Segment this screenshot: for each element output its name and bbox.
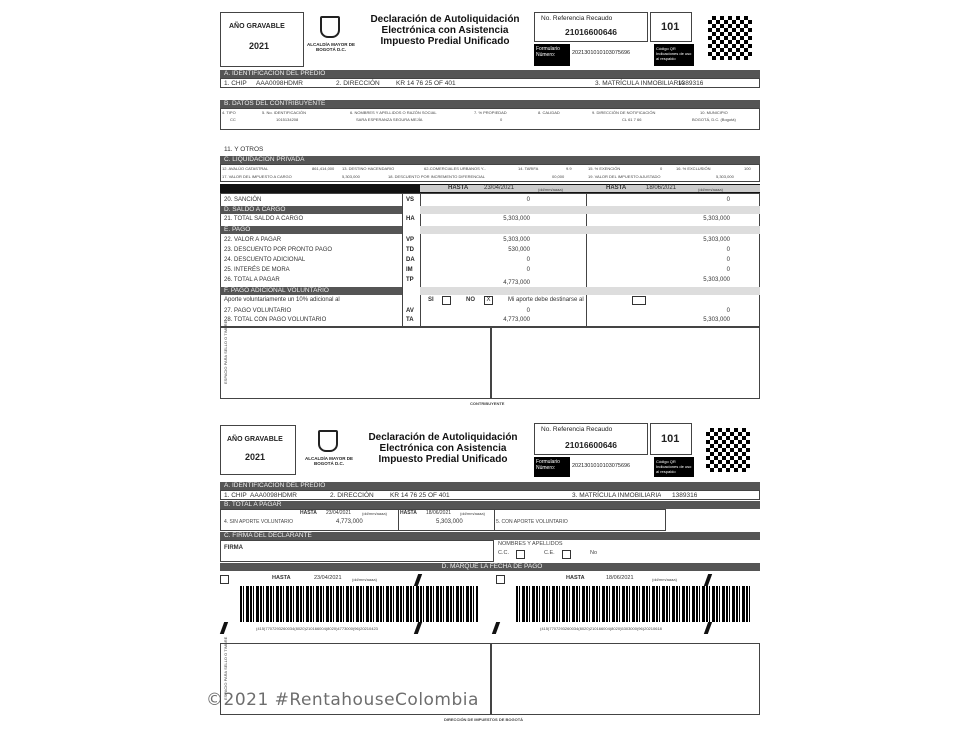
stamp-area-right-2 (491, 643, 760, 715)
c-tarifa-value: 9.9 (566, 166, 572, 171)
section-f-shade (420, 287, 760, 295)
b-head-mun: 10. MUNICIPIO (700, 110, 728, 115)
ce-checkbox[interactable] (562, 550, 571, 559)
sin-aporte-value-2: 5,303,000 (436, 519, 463, 525)
no-checkbox[interactable] (484, 296, 493, 305)
stamp-side-text-2: ESPACIO PARA SELLO O TIMBRE (223, 636, 228, 700)
c-ajustado-value: 5,303,000 (716, 174, 734, 179)
code-box (650, 12, 692, 42)
c-avaluo-value: 861,414,000 (312, 166, 335, 171)
c-avaluo-label: 12. AVALÚO CATASTRAL (222, 166, 269, 171)
ref-box (534, 12, 648, 42)
total-vline-1 (398, 509, 399, 531)
section-a2-bar: A. IDENTIFICACIÓN DEL PREDIO (220, 482, 760, 490)
pago-v2-td: 0 (726, 247, 730, 253)
sin-aporte-label: 4. SIN APORTE VOLUNTARIO (224, 519, 293, 525)
pago-v1-im: 0 (526, 267, 530, 273)
section-c2-bar: C. FIRMA DEL DECLARANTE (220, 532, 760, 540)
matricula-label: 3. MATRÍCULA INMOBILIARIA (595, 80, 685, 87)
no-checkbox-mark: X (486, 297, 491, 303)
date-b2: 18/06/2021 (426, 510, 452, 516)
pago-code-td: TD (406, 247, 414, 253)
firma-box[interactable] (220, 540, 494, 562)
pago-v1-td: 530,000 (508, 247, 530, 253)
date-1: 23/04/2021 (484, 185, 515, 191)
destino-box[interactable] (632, 296, 646, 305)
pago-v1-vp: 5,303,000 (503, 237, 530, 243)
bogota-seal-icon-2 (318, 430, 338, 452)
saldo-label: 21. TOTAL SALDO A CARGO (224, 216, 304, 222)
stamp-area-right (491, 327, 760, 399)
pay-fmt-1: (dd/mm/aaaa) (352, 577, 377, 582)
barcode-text-2: (415)7707293260034(8020)210166004(8020)5303000(96)20210618 (540, 626, 662, 631)
nombres-label: NOMBRES Y APELLIDOS (498, 541, 563, 547)
code-box-2 (650, 423, 692, 455)
b-head-id: 5. No. IDENTIFICACIÓN (262, 110, 307, 115)
saldo-value-1: 5,303,000 (503, 216, 530, 222)
aporte-label: Aporte voluntariamente un 10% adicional al (224, 297, 340, 303)
sancion-code: VS (406, 197, 415, 203)
c-descuento-label: 18. DESCUENTO POR INCREMENTO DIFERENCIAL (388, 174, 485, 179)
date-2: 18/06/2021 (646, 185, 677, 191)
year-label-2: AÑO GRAVABLE (227, 436, 283, 443)
destino-label: Mi aporte debe destinarse al (508, 297, 584, 303)
b-val-tipo: CC (230, 117, 236, 122)
corner-mark-icon-2 (220, 622, 228, 634)
section-c-bar: C. LIQUIDACIÓN PRIVADA (220, 156, 760, 164)
sancion-value-1: 0 (526, 197, 530, 203)
pago-code-da: DA (406, 257, 415, 263)
pay-date-2: 18/06/2021 (606, 575, 634, 581)
con-aporte-label: 5. CON APORTE VOLUNTARIO (496, 519, 568, 525)
year-box-2 (220, 425, 296, 475)
pago-label-im: 25. INTERÉS DE MORA (224, 267, 290, 273)
c-destino-value: 62-COMERCIALES URBANOS Y... (424, 166, 487, 171)
c-exclusion-label: 16. % EXCLUSIÓN (676, 166, 711, 171)
hasta-label-2: HASTA (606, 185, 627, 191)
c-impuesto-value: 5,303,000 (342, 174, 360, 179)
matricula-label-2: 3. MATRÍCULA INMOBILIARIA (572, 492, 662, 499)
pay-fmt-2: (dd/mm/aaaa) (652, 577, 677, 582)
pago-v1-da: 0 (526, 257, 530, 263)
ce-label: C.E. (544, 550, 555, 556)
barcode-text-1: (415)7707293260034(8020)210166004(8020)4773000(96)20210423 (256, 626, 378, 631)
c-impuesto-label: 17. VALOR DEL IMPUESTO A CARGO (222, 174, 292, 179)
b-val-name: SARA ESPERANZA SEGURA MEJÍA (356, 117, 423, 122)
pay-hasta-2: HASTA (566, 575, 585, 581)
firma-label: FIRMA (224, 545, 243, 551)
corner-mark-icon-6 (704, 622, 712, 634)
b-head-tipo: 4. TIPO (222, 110, 236, 115)
chip-value: AAA0098HDMR (256, 80, 303, 87)
matricula-value-2: 1389316 (672, 492, 698, 499)
date2-checkbox[interactable] (496, 575, 505, 584)
section-d2-bar: D. MARQUE LA FECHA DE PAGO (220, 563, 760, 571)
otros-label: 11. Y OTROS (224, 146, 264, 153)
date-format-2: (dd/mm/aaaa) (698, 187, 723, 192)
c-destino-label: 13. DESTINO HACENDARIO (342, 166, 395, 171)
vol-v1-ta: 4,773,000 (503, 317, 530, 323)
b-head-calidad: 8. CALIDAD (538, 110, 560, 115)
pago-v1-tp: 4,773,000 (503, 280, 530, 286)
corner-mark-icon-1 (414, 574, 422, 586)
saldo-value-2: 5,303,000 (703, 216, 730, 222)
section-d-bar: D. SALDO A CARGO (220, 206, 402, 214)
title-line-3: Impuesto Predial Unificado (380, 36, 510, 47)
section-b-bar: B. DATOS DEL CONTRIBUYENTE (220, 100, 760, 108)
cc-checkbox[interactable] (516, 550, 525, 559)
stamp-area-left (220, 327, 491, 399)
pago-v2-im: 0 (726, 267, 730, 273)
si-checkbox[interactable] (442, 296, 451, 305)
date-format-1: (dd/mm/aaaa) (538, 187, 563, 192)
section-e-shade (420, 226, 760, 234)
sancion-label: 20. SANCIÓN (224, 197, 262, 203)
barcode-2 (516, 586, 750, 622)
grid-vline-1 (402, 193, 403, 327)
watermark: ©2021 #RentahouseColombia (206, 690, 479, 710)
b-head-name: 6. NOMBRES Y APELLIDOS O RAZÓN SOCIAL (350, 110, 437, 115)
c-descuento-value: 00,000 (552, 174, 565, 179)
pay-hasta-1: HASTA (272, 575, 291, 581)
no-label: NO (466, 297, 475, 303)
date1-checkbox[interactable] (220, 575, 229, 584)
qr-label-2: Código QR Indicaciones de uso al respaldo (654, 457, 694, 477)
ref-label-2: No. Referencia Recaudo (541, 426, 613, 433)
c-ajustado-label: 19. VALOR DEL IMPUESTO AJUSTADO (588, 174, 661, 179)
saldo-code: HA (406, 216, 415, 222)
section-b2-bar: B. TOTAL A PAGAR (220, 501, 760, 509)
total-vline-2 (494, 509, 495, 531)
ref-number: 21016600646 (565, 27, 618, 37)
b-val-dir: CL 61 7 66 (622, 117, 642, 122)
ref-number-2: 21016600646 (565, 440, 618, 450)
sin-aporte-value: 4,773,000 (336, 519, 363, 525)
title2-line-3: Impuesto Predial Unificado (378, 454, 508, 465)
c-exencion-value: 0 (660, 166, 663, 171)
ref-box-2 (534, 423, 648, 455)
vol-v1-av: 0 (526, 308, 530, 314)
matricula-value: 1389316 (678, 80, 704, 87)
corner-mark-icon-3 (414, 622, 422, 634)
title-line-2: Electrónica con Asistencia (381, 25, 509, 36)
year-box (220, 12, 304, 67)
hasta-b2: HASTA (400, 510, 417, 516)
c-exclusion-value: 100 (744, 166, 751, 171)
chip-label: 1. CHIP (224, 80, 247, 87)
title2-line-2: Electrónica con Asistencia (379, 443, 507, 454)
vol-code-ta: TA (406, 317, 414, 323)
vol-v2-ta: 5,303,000 (703, 317, 730, 323)
year-label: AÑO GRAVABLE (229, 23, 285, 30)
contribuyente-label: CONTRIBUYENTE (470, 401, 505, 406)
qr-code-icon-2 (706, 428, 750, 472)
pago-code-vp: VP (406, 237, 415, 243)
hasta-b1: HASTA (300, 510, 317, 516)
pago-v2-tp: 5,303,000 (703, 277, 730, 283)
bogota-seal-icon (320, 16, 340, 38)
b-head-pct: 7. % PROPIEDAD (474, 110, 507, 115)
form-number-2: 2021301010103075696 (572, 463, 631, 469)
footer-label: DIRECCIÓN DE IMPUESTOS DE BOGOTÁ (444, 717, 524, 722)
fmt-b1: (dd/mm/aaaa) (362, 511, 387, 516)
pago-label-vp: 22. VALOR A PAGAR (224, 237, 282, 243)
form-number-label: Formulario Número: (534, 44, 570, 66)
sancion-value-2: 0 (726, 197, 730, 203)
vol-label-ta: 28. TOTAL CON PAGO VOLUNTARIO (224, 317, 327, 323)
qr-label: Código QR Indicaciones de uso al respaldo (654, 44, 694, 66)
stamp-side-text: ESPACIO PARA SELLO O TIMBRE (223, 320, 228, 384)
pago-code-tp: TP (406, 277, 414, 283)
b-val-id: 1015134208 (276, 117, 299, 122)
title-line-1: Declaración de Autoliquidación (370, 14, 520, 25)
pago-v2-da: 0 (726, 257, 730, 263)
vol-label-av: 27. PAGO VOLUNTARIO (224, 308, 292, 314)
pago-label-td: 23. DESCUENTO POR PRONTO PAGO (224, 247, 333, 253)
section-f-bar: F. PAGO ADICIONAL VOLUNTARIO (220, 287, 402, 295)
entity-name: ALCALDÍA MAYOR DE BOGOTÁ D.C. (307, 42, 355, 52)
b-head-dir: 9. DIRECCIÓN DE NOTIFICACIÓN (592, 110, 656, 115)
address-value-2: KR 14 76 25 OF 401 (390, 492, 450, 499)
b-val-mun: BOGOTÁ, D.C. (Bogotá) (692, 117, 736, 122)
pago-code-im: IM (406, 267, 413, 273)
year-value-2: 2021 (245, 452, 266, 462)
form-title (360, 14, 530, 47)
date-b1: 23/04/2021 (326, 510, 352, 516)
pago-label-tp: 26. TOTAL A PAGAR (224, 277, 280, 283)
section-a-bar: A. IDENTIFICACIÓN DEL PREDIO (220, 70, 760, 78)
c-exencion-label: 15. % EXENCIÓN (588, 166, 621, 171)
pay-date-1: 23/04/2021 (314, 575, 342, 581)
barcode-1 (240, 586, 478, 622)
pago-v2-vp: 5,303,000 (703, 237, 730, 243)
address-label-2: 2. DIRECCIÓN (330, 492, 374, 499)
title2-line-1: Declaración de Autoliquidación (368, 432, 518, 443)
section-e-bar: E. PAGO (220, 226, 402, 234)
address-value: KR 14 76 25 OF 401 (396, 80, 456, 87)
form-code: 101 (661, 21, 680, 33)
ref-label: No. Referencia Recaudo (541, 15, 613, 22)
cc-label: C.C. (498, 550, 509, 556)
no-id-label: No (590, 550, 598, 556)
address-label: 2. DIRECCIÓN (336, 80, 380, 87)
form-number: 2021301010103075696 (572, 50, 631, 56)
b-val-pct: 0 (500, 117, 503, 122)
form-title-2 (358, 432, 528, 465)
si-label: SI (428, 297, 434, 303)
chip-label-2: 1. CHIP (224, 492, 247, 499)
entity-name-2: ALCALDÍA MAYOR DE BOGOTÁ D.C. (305, 456, 353, 466)
year-value: 2021 (249, 41, 270, 51)
corner-mark-icon-4 (704, 574, 712, 586)
qr-code-icon (708, 16, 752, 60)
c-tarifa-label: 14. TARIFA (518, 166, 539, 171)
vol-v2-av: 0 (726, 308, 730, 314)
section-d-shade (420, 206, 760, 214)
form-number-label-2: Formulario Número: (534, 457, 570, 477)
corner-mark-icon-5 (492, 622, 500, 634)
pago-label-da: 24. DESCUENTO ADICIONAL (224, 257, 306, 263)
vol-code-av: AV (406, 308, 414, 314)
form-code-2: 101 (661, 433, 680, 445)
chip-value-2: AAA0098HDMR (250, 492, 297, 499)
fmt-b2: (dd/mm/aaaa) (460, 511, 485, 516)
hasta-label-1: HASTA (448, 185, 469, 191)
